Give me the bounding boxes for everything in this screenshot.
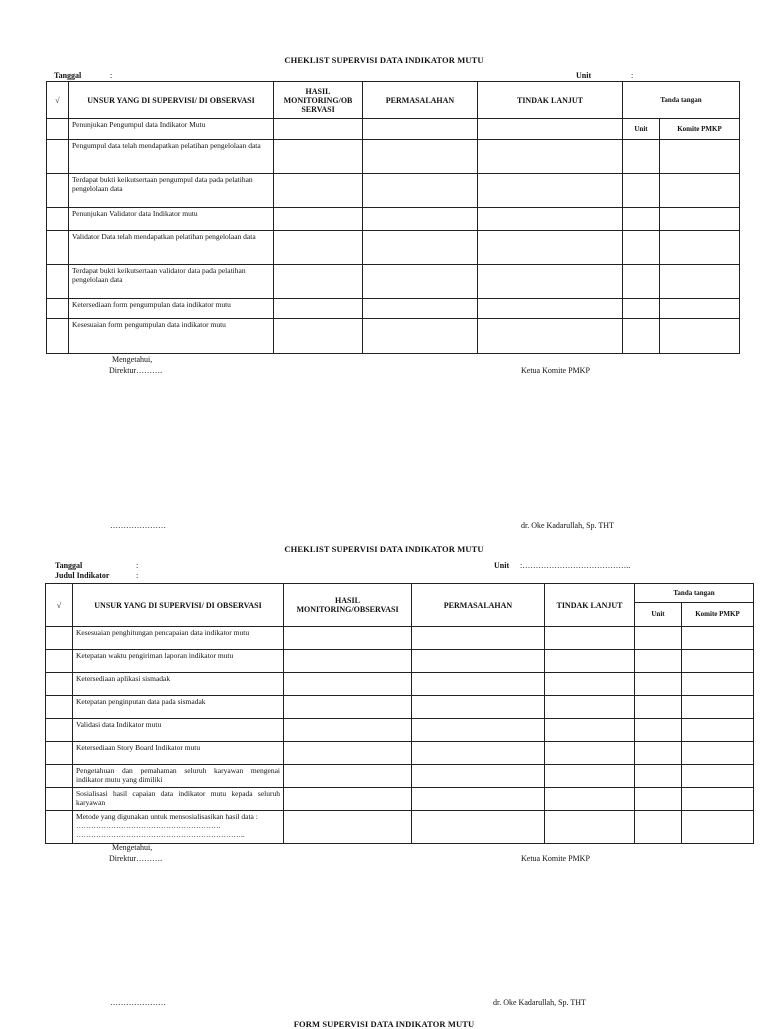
- form1-permasalahan-cell[interactable]: [363, 319, 478, 354]
- form2-unit-value: :…………………………………..: [520, 561, 631, 570]
- form2-permasalahan-cell[interactable]: [412, 719, 545, 742]
- form1-komite-sign-cell[interactable]: [660, 299, 740, 319]
- form2-tindak-cell[interactable]: [545, 719, 635, 742]
- form2-tindak-cell[interactable]: [545, 650, 635, 673]
- form2-check-cell[interactable]: [46, 742, 73, 765]
- form2-header-komite: Komite PMKP: [682, 603, 754, 627]
- form1-tanggal-colon: :: [110, 71, 113, 80]
- form1-hasil-cell[interactable]: [274, 140, 363, 174]
- form1-check-cell[interactable]: [47, 319, 69, 354]
- form1-row-7: Ketersediaan form pengumpulan data indikator mutu: [69, 299, 274, 319]
- form2-komite-sign-cell[interactable]: [682, 811, 754, 844]
- form1-unit-label: Unit: [576, 71, 592, 80]
- form2-permasalahan-cell[interactable]: [412, 742, 545, 765]
- form1-row-6: Terdapat bukti keikutsertaan validator data pada pelatihan pengelolaan data: [69, 265, 274, 299]
- form2-header-unsur: UNSUR YANG DI SUPERVISI/ DI OBSERVASI: [73, 584, 284, 627]
- form2-tindak-cell[interactable]: [545, 742, 635, 765]
- form2-unit-label: Unit: [494, 561, 510, 570]
- form1-header-check: √: [47, 82, 69, 119]
- form2-komite-sign-cell[interactable]: [682, 719, 754, 742]
- form2-row-5: Validasi data Indikator mutu: [73, 719, 284, 742]
- form2-komite-sign-cell[interactable]: [682, 742, 754, 765]
- form2-hasil-cell[interactable]: [284, 788, 412, 811]
- form2-komite-sign-cell[interactable]: [682, 696, 754, 719]
- form2-check-cell[interactable]: [46, 696, 73, 719]
- form2-permasalahan-cell[interactable]: [412, 696, 545, 719]
- form1-hasil-cell[interactable]: [274, 265, 363, 299]
- form1-row-4: Penunjukan Validator data Indikator mutu: [69, 208, 274, 231]
- form1-header-permasalahan: PERMASALAHAN: [363, 82, 478, 119]
- form1-row-3: Terdapat bukti keikutsertaan pengumpul data pada pelatihan pengelolaan data: [69, 174, 274, 208]
- form2-tanggal-label: Tanggal: [55, 561, 83, 570]
- form1-header-unit: Unit: [623, 119, 660, 140]
- form1-tindak-cell[interactable]: [478, 299, 623, 319]
- form2-row-3: Ketersediaan aplikasi sismadak: [73, 673, 284, 696]
- form1-header-hasil: HASIL MONITORING/OB SERVASI: [274, 82, 363, 119]
- form2-tindak-cell[interactable]: [545, 673, 635, 696]
- form1-permasalahan-cell[interactable]: [363, 208, 478, 231]
- form1-check-cell[interactable]: [47, 174, 69, 208]
- form2-check-cell[interactable]: [46, 650, 73, 673]
- form2-tindak-cell[interactable]: [545, 788, 635, 811]
- form2-judul-colon: :: [136, 571, 139, 580]
- form1-hasil-cell[interactable]: [274, 299, 363, 319]
- form1-header-tindak: TINDAK LANJUT: [478, 82, 623, 119]
- form2-row-8: Sosialisasi hasil capaian data indikator mutu kepada seluruh karyawan: [73, 788, 284, 811]
- form2-row-2: Ketepatan waktu pengiriman laporan indikator mutu: [73, 650, 284, 673]
- form1-unit-sign-cell[interactable]: [623, 319, 660, 354]
- form1-unit-sign-cell[interactable]: [623, 174, 660, 208]
- form1-unit-sign-cell[interactable]: [623, 265, 660, 299]
- form2-direktur-signature-line: …………………: [110, 998, 166, 1007]
- next-form-title: FORM SUPERVISI DATA INDIKATOR MUTU: [293, 1019, 475, 1029]
- form2-komite-sign-cell[interactable]: [682, 650, 754, 673]
- form1-direktur-signature-line: …………………: [110, 521, 166, 530]
- form1-check-cell[interactable]: [47, 299, 69, 319]
- form1-komite-sign-cell[interactable]: [660, 208, 740, 231]
- form1-tindak-cell[interactable]: [478, 319, 623, 354]
- form1-header-komite: Komite PMKP: [660, 119, 740, 140]
- form1-check-cell[interactable]: [47, 119, 69, 140]
- form1-check-cell[interactable]: [47, 208, 69, 231]
- form2-permasalahan-cell[interactable]: [412, 765, 545, 788]
- form1-tindak-cell[interactable]: [478, 265, 623, 299]
- form2-direktur: Direktur……….: [109, 854, 163, 863]
- form1-komite-sign-cell[interactable]: [660, 140, 740, 174]
- form2-permasalahan-cell[interactable]: [412, 811, 545, 844]
- form1-hasil-cell[interactable]: [274, 231, 363, 265]
- form1-unit-sign-cell[interactable]: [623, 231, 660, 265]
- form2-unit-sign-cell[interactable]: [635, 627, 682, 650]
- form2-header-check: √: [46, 584, 73, 627]
- form2-row-9: Metode yang digunakan untuk mensosialisasikan hasil data : …………………………………………………. …………………………………………………………..: [73, 811, 284, 844]
- form2-permasalahan-cell[interactable]: [412, 788, 545, 811]
- form1-komite-sign-cell[interactable]: [660, 265, 740, 299]
- form2-permasalahan-cell[interactable]: [412, 627, 545, 650]
- form1-check-cell[interactable]: [47, 140, 69, 174]
- form2-unit-sign-cell[interactable]: [635, 742, 682, 765]
- form2-row-4: Ketepatan penginputan data pada sismadak: [73, 696, 284, 719]
- form2-check-cell[interactable]: [46, 765, 73, 788]
- form2-row-7: Pengetahuan dan pemahaman seluruh karyawan mengenai indikator mutu yang dimiliki: [73, 765, 284, 788]
- form1-hasil-cell[interactable]: [274, 319, 363, 354]
- form1-tindak-cell[interactable]: [478, 140, 623, 174]
- form1-komite-sign-cell[interactable]: [660, 174, 740, 208]
- form2-komite-sign-cell[interactable]: [682, 765, 754, 788]
- form1-tindak-cell[interactable]: [478, 174, 623, 208]
- form2-check-cell[interactable]: [46, 673, 73, 696]
- form2-mengetahui: Mengetahui,: [112, 843, 153, 852]
- form2-header-tanda: Tanda tangan: [635, 584, 754, 603]
- form1-tindak-cell[interactable]: [478, 119, 623, 140]
- form2-table: [45, 583, 754, 844]
- form1-permasalahan-cell[interactable]: [363, 174, 478, 208]
- form1-tindak-cell[interactable]: [478, 231, 623, 265]
- form1-unit-sign-cell[interactable]: [623, 140, 660, 174]
- form2-header-tindak: TINDAK LANJUT: [545, 584, 635, 627]
- form2-hasil-cell[interactable]: [284, 650, 412, 673]
- form2-komite-sign-cell[interactable]: [682, 673, 754, 696]
- form2-check-cell[interactable]: [46, 627, 73, 650]
- form2-header-permasalahan: PERMASALAHAN: [412, 584, 545, 627]
- form1-row-1: Penunjukan Pengumpul data Indikator Mutu: [69, 119, 274, 140]
- form2-tindak-cell[interactable]: [545, 627, 635, 650]
- form1-permasalahan-cell[interactable]: [363, 299, 478, 319]
- form1-ketua: Ketua Komite PMKP: [521, 366, 590, 375]
- form2-header-unit: Unit: [635, 603, 682, 627]
- form1-row-5: Validator Data telah mendapatkan pelatihan pengelolaan data: [69, 231, 274, 265]
- form1-tanggal-label: Tanggal: [54, 71, 82, 80]
- form2-row-6: Ketersediaan Story Board Indikator mutu: [73, 742, 284, 765]
- form1-tindak-cell[interactable]: [478, 208, 623, 231]
- form2-title: CHEKLIST SUPERVISI DATA INDIKATOR MUTU: [284, 544, 484, 554]
- form2-komite-sign-cell[interactable]: [682, 788, 754, 811]
- form1-doctor-name: dr. Oke Kadarullah, Sp. THT: [521, 521, 614, 530]
- form1-komite-sign-cell[interactable]: [660, 319, 740, 354]
- form2-unit-sign-cell[interactable]: [635, 650, 682, 673]
- form2-unit-sign-cell[interactable]: [635, 696, 682, 719]
- form1-table: [46, 81, 740, 354]
- form1-header-tanda: Tanda tangan: [623, 82, 740, 119]
- form2-permasalahan-cell[interactable]: [412, 673, 545, 696]
- form2-judul-label: Judul Indikator: [55, 571, 110, 580]
- form2-ketua: Ketua Komite PMKP: [521, 854, 590, 863]
- form2-tindak-cell[interactable]: [545, 811, 635, 844]
- form2-row-1: Kesesuaian penghitungan pencapaian data indikator mutu: [73, 627, 284, 650]
- form2-permasalahan-cell[interactable]: [412, 650, 545, 673]
- form1-direktur: Direktur……….: [109, 366, 163, 375]
- form1-mengetahui: Mengetahui,: [112, 355, 153, 364]
- form2-unit-sign-cell[interactable]: [635, 788, 682, 811]
- form1-title: CHEKLIST SUPERVISI DATA INDIKATOR MUTU: [284, 55, 484, 65]
- form1-permasalahan-cell[interactable]: [363, 265, 478, 299]
- form1-unit-sign-cell[interactable]: [623, 299, 660, 319]
- form1-unit-colon: :: [631, 71, 634, 80]
- form2-tanggal-colon: :: [136, 561, 139, 570]
- form2-hasil-cell[interactable]: [284, 627, 412, 650]
- form2-tindak-cell[interactable]: [545, 696, 635, 719]
- form1-unit-sign-cell[interactable]: [623, 208, 660, 231]
- form2-unit-sign-cell[interactable]: [635, 811, 682, 844]
- form1-hasil-cell[interactable]: [274, 208, 363, 231]
- form1-permasalahan-cell[interactable]: [363, 119, 478, 140]
- form1-header-unsur: UNSUR YANG DI SUPERVISI/ DI OBSERVASI: [69, 82, 274, 119]
- form1-komite-sign-cell[interactable]: [660, 231, 740, 265]
- form2-hasil-cell[interactable]: [284, 673, 412, 696]
- form1-row-8: Kesesuaian form pengumpulan data indikator mutu: [69, 319, 274, 354]
- form1-permasalahan-cell[interactable]: [363, 231, 478, 265]
- form1-permasalahan-cell[interactable]: [363, 140, 478, 174]
- form2-unit-sign-cell[interactable]: [635, 765, 682, 788]
- form2-unit-sign-cell[interactable]: [635, 719, 682, 742]
- form1-row-2: Pengumpul data telah mendapatkan pelatihan pengelolaan data: [69, 140, 274, 174]
- form2-komite-sign-cell[interactable]: [682, 627, 754, 650]
- form1-hasil-cell[interactable]: [274, 174, 363, 208]
- form2-doctor-name: dr. Oke Kadarullah, Sp. THT: [493, 998, 586, 1007]
- form2-hasil-cell[interactable]: [284, 719, 412, 742]
- form2-hasil-cell[interactable]: [284, 742, 412, 765]
- form2-hasil-cell[interactable]: [284, 811, 412, 844]
- form1-check-cell[interactable]: [47, 231, 69, 265]
- form2-tindak-cell[interactable]: [545, 765, 635, 788]
- form2-check-cell[interactable]: [46, 719, 73, 742]
- form2-check-cell[interactable]: [46, 811, 73, 844]
- form2-check-cell[interactable]: [46, 788, 73, 811]
- form1-hasil-cell[interactable]: [274, 119, 363, 140]
- form2-hasil-cell[interactable]: [284, 696, 412, 719]
- form2-unit-sign-cell[interactable]: [635, 673, 682, 696]
- form2-header-hasil: HASIL MONITORING/OBSERVASI: [284, 584, 412, 627]
- form2-hasil-cell[interactable]: [284, 765, 412, 788]
- form1-check-cell[interactable]: [47, 265, 69, 299]
